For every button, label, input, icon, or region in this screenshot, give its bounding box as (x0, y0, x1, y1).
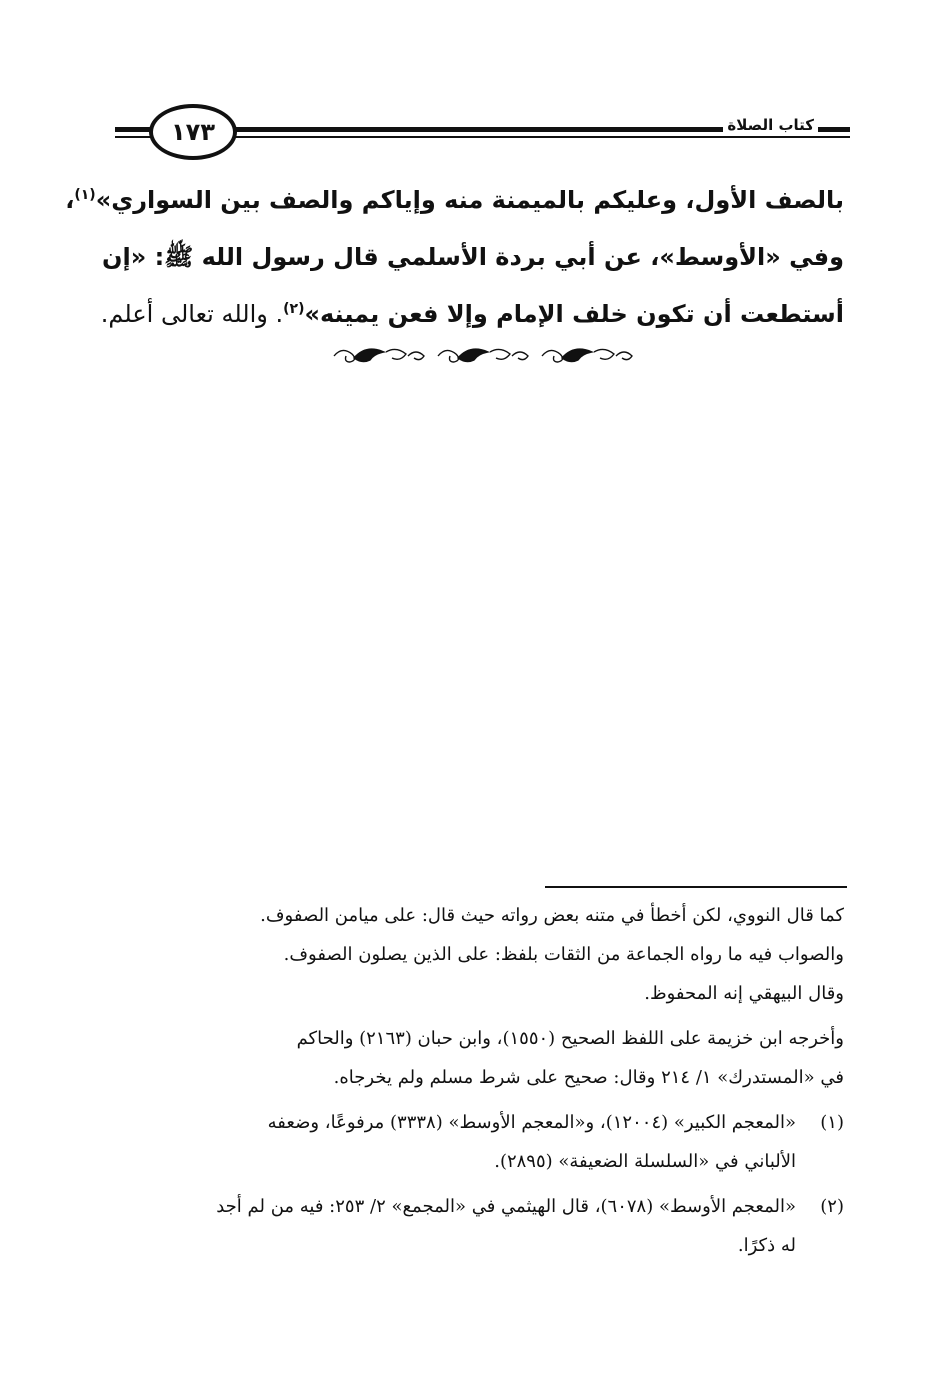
main-line-1-end: ، (65, 186, 75, 214)
footnote-separator (545, 886, 847, 888)
footnote-line: وأخرجه ابن خزيمة على اللفظ الصحيح (١٥٥٠)، وابن حبان (٢١٦٣) والحاكم (296, 1028, 844, 1049)
footnote-number: (١) (820, 1112, 844, 1133)
ornament-divider-icon (330, 340, 640, 368)
footnote-number: (٢) (820, 1196, 844, 1217)
footnote-line: الألباني في «السلسلة الضعيفة» (٢٨٩٥). (494, 1151, 796, 1172)
footnote-line: كما قال النووي، لكن أخطأ في متنه بعض رواته حيث قال: على ميامن الصفوف. (260, 905, 844, 926)
footnote-line: في «المستدرك» ١/ ٢١٤ وقال: صحيح على شرط مسلم ولم يخرجاه. (333, 1067, 844, 1088)
header-rule-right-thin (233, 136, 850, 138)
footnote-line: «المعجم الأوسط» (٦٠٧٨)، قال الهيثمي في «المجمع» ٢/ ٢٥٣: فيه من لم أجد (216, 1196, 796, 1217)
footnote-ref-1: (١) (74, 187, 96, 203)
page-number-badge (149, 104, 237, 160)
footnote-line: له ذكرًا. (737, 1235, 796, 1256)
footnote-body (118, 1103, 796, 1181)
footnote-takhrij (118, 1019, 844, 1097)
main-line-3 (100, 286, 844, 343)
footnote-1 (118, 1103, 844, 1181)
footnote-ref-2: (٢) (283, 301, 305, 317)
main-line-2: وفي «الأوسط»، عن أبي بردة الأسلمي قال رسول الله ﷺ: «إن (102, 243, 844, 271)
main-line-1 (65, 172, 844, 229)
main-line-1-text: بالصف الأول، وعليكم بالميمنة منه وإياكم والصف بين السواري» (95, 186, 844, 214)
footnote-line: «المعجم الكبير» (١٢٠٠٤)، و«المعجم الأوسط» (٣٣٣٨) مرفوعًا، وضعفه (267, 1112, 796, 1133)
footnote-line: والصواب فيه ما رواه الجماعة من الثقات بلفظ: على الذين يصلون الصفوف. (283, 944, 844, 965)
footnotes (118, 896, 844, 1271)
footnote-2 (118, 1187, 844, 1265)
footnote-continuation (118, 896, 844, 1013)
ornament-unit-center (438, 349, 528, 362)
ornament-unit-left (334, 349, 424, 362)
ornament-unit-right (542, 349, 632, 362)
page-number: ١٧٣ (171, 118, 215, 146)
main-line-3-text: أستطعت أن تكون خلف الإمام وإلا فعن يمينه» (304, 300, 844, 328)
footnote-body (118, 1187, 796, 1265)
running-header (115, 96, 850, 166)
main-text (65, 172, 844, 343)
footnote-line: وقال البيهقي إنه المحفوظ. (644, 983, 844, 1004)
chapter-title: كتاب الصلاة (723, 116, 818, 134)
main-line-3-end: . والله تعالى أعلم. (100, 300, 284, 328)
